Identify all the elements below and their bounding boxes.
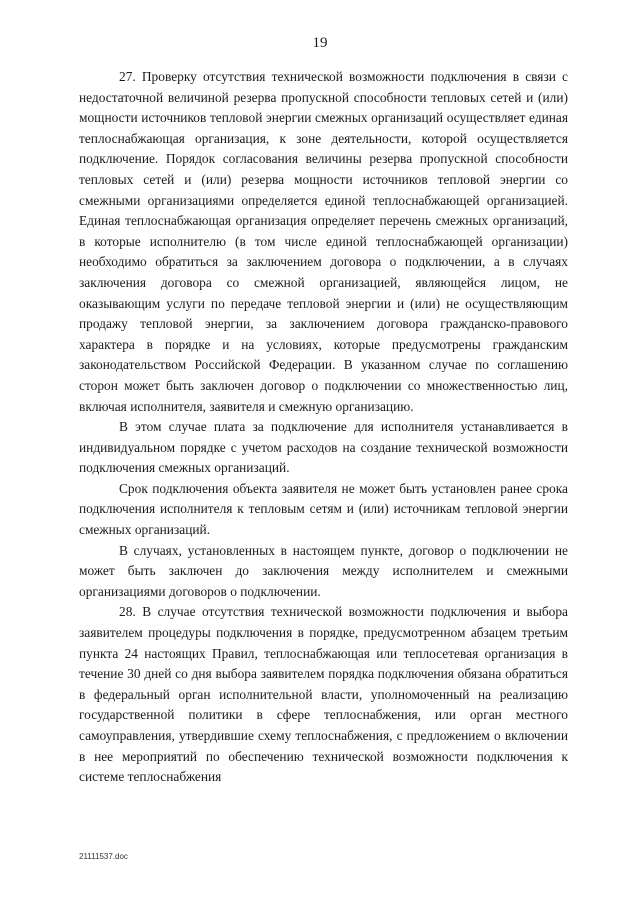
paragraph-deadline: Срок подключения объекта заявителя не может быть установлен ранее срока подключения исполнителя к тепловым сетям и (или) источникам тепловой энергии смежных организаций. (79, 480, 568, 538)
document-body (79, 67, 568, 788)
paragraph-28: 28. В случае отсутствия технической возможности подключения и выбора заявителем процедуры подключения в порядке, предусмотренном абзацем третьим пункта 24 настоящих Правил, теплоснабжающая или теплосетевая организация в течение 30 дней со дня выбора заявителем порядка подключения обязана обратиться в федеральный орган исполнительной власти, уполномоченный на реализацию государственной политики в сфере теплоснабжения, или орган местного самоуправления, утвердившие схему теплоснабжения, с предложением о включении в нее мероприятий по обеспечению технической возможности подключения к системе теплоснабжения (79, 604, 568, 785)
document-filename: 21111537.doc (79, 852, 128, 861)
page-number: 19 (312, 35, 328, 51)
paragraph-contract-restriction: В случаях, установленных в настоящем пункте, договор о подключении не может быть заключен до заключения между исполнителем и смежными организациями договоров о подключении. (79, 542, 568, 599)
paragraph-payment: В этом случае плата за подключение для исполнителя устанавливается в индивидуальном порядке с учетом расходов на создание технической возможности подключения смежных организаций. (79, 419, 568, 476)
paragraph-27: 27. Проверку отсутствия технической возможности подключения в связи с недостаточной величиной резерва пропускной способности тепловых сетей и (или) мощности источников тепловой энергии смежных организаций осуществляет единая теплоснабжающая организация, к зоне деятельности, которой осуществляется подключение. Порядок согласования величины резерва пропускной способности тепловых сетей и (или) резерва мощности источников тепловой энергии со смежными организациями определяется единой теплоснабжающей организацией. Единая теплоснабжающая организация определяет перечень смежных организаций, в которые исполнителю (в том числе единой теплоснабжающей организации) необходимо обратиться за заключением договора о подключении, а в случаях заключения договора со смежной организацией, являющейся лицом, не оказывающим услуги по передаче тепловой энергии и (или) не осуществляющим продажу тепловой энергии, за заключением договора гражданско-правового характера в порядке и на условиях, которые предусмотрены гражданским законодательством Российской Федерации. В указанном случае по соглашению сторон может быть заключен договор о подключении со множественностью лиц, включая исполнителя, заявителя и смежную организацию. (79, 69, 568, 414)
